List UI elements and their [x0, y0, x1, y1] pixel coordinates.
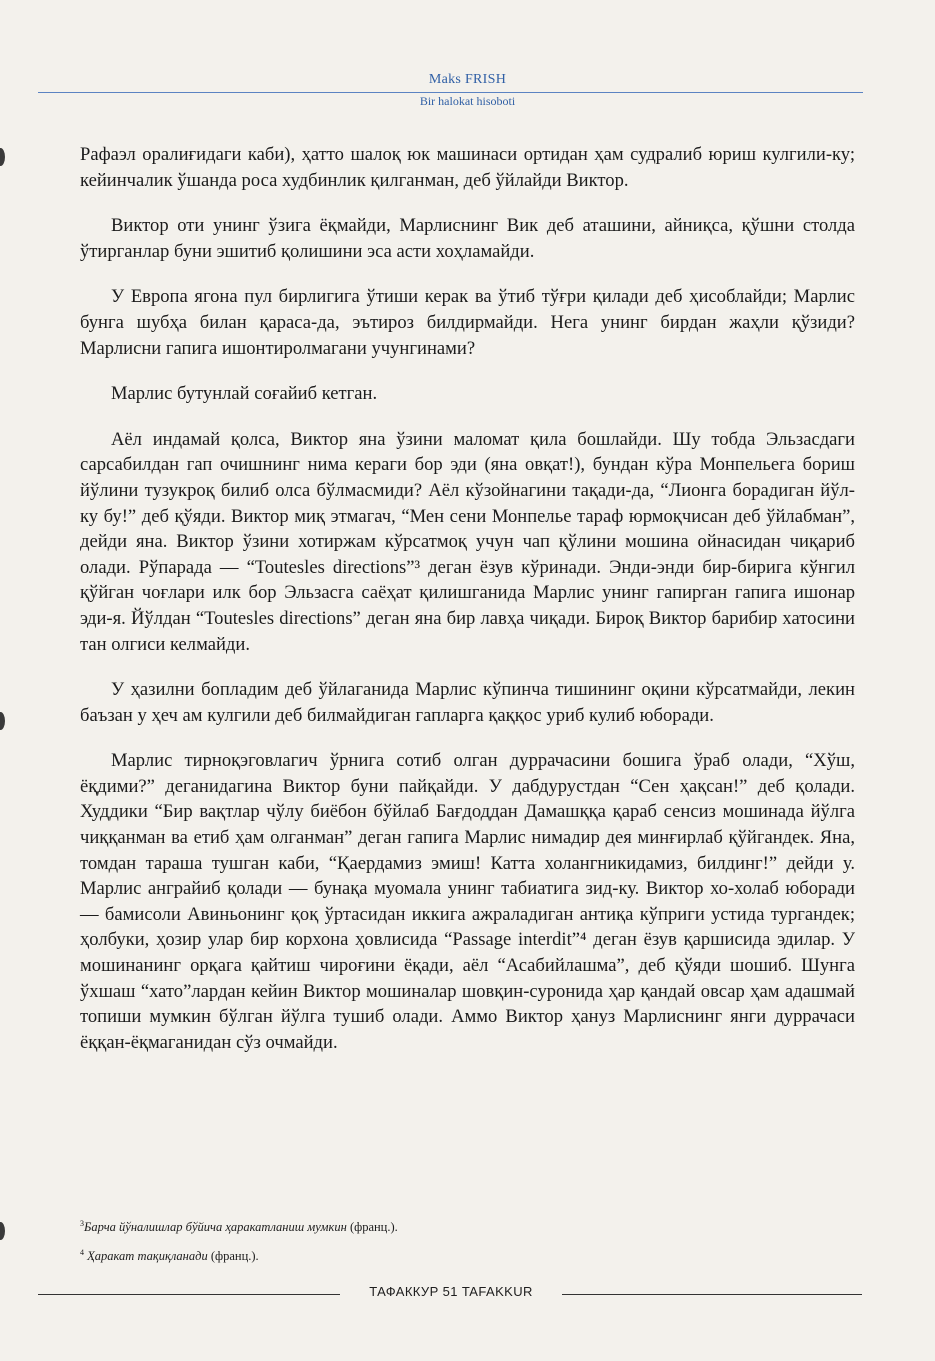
footnote-lang: (франц.).: [349, 1220, 398, 1235]
body-text: [80, 142, 855, 1055]
footnote-text: Ҳаракат тақиқланади: [87, 1249, 208, 1264]
footnote: [80, 1216, 855, 1235]
punch-hole: [0, 148, 5, 166]
punch-hole: [0, 1222, 5, 1240]
header-author: Maks FRISH: [428, 72, 507, 87]
paragraph: Марлис бутунлай соғайиб кетган.: [111, 383, 378, 405]
footnote: [80, 1245, 855, 1264]
paragraph: Аёл индамай қолса, Виктор яна ўзини маломат қила бошлайди. Шу тобда Эльзасдаги сарсабилдан гап очишнинг нима кераги бор эди (яна овқат!), бундан кўра Монпельега бориш йўлини тузукроқ билиб олса бўлмасмиди? Аёл кўзойнагини тақади-да, “Лионга борадиган йўл-ку бу!” деб қўяди. Виктор миқ этмагач, “Мен сени Монпелье тараф юрмоқчисан деб ўйлабман”, дейди яна. Виктор ўзини хотиржам кўрсатмоқ учун чап қўлини мошина ойнасидан чиқариб олади. Рўпарада — “Toutesles directions”³ деган ёзув кўринади. Энди-энди бир-бирига кўнгил қўйган чоғлари илк бор Эльзасга саёҳат қилишганида Марлис унинг гапирган гапига ишонар эди-я. Йўлдан “Toutesles directions” деган яна бир лавҳа чиқади. Бироқ Виктор барибир хатосини тан олгиси келмайди.: [80, 428, 855, 655]
page-footer: [0, 1284, 935, 1304]
paragraph: Марлис тирноқэговлагич ўрнига сотиб олган дуррачасини бошига ўраб олади, “Хўш, ёқдими?” деганидагина Виктор буни пайқайди. У дабдурустдан “Сен ҳақсан!” деб қолади. Худдики “Бир вақтлар чўлу биёбон бўйлаб Бағдоддан Дамашққа қараб сенсиз мошинада йўлга чиққанман ва етиб ҳам олганман” деган гапига Марлис нимадир дея минғирлаб қўйгандек. Яна, томдан тараша тушган каби, “Қаердамиз эмиш! Катта холангникидамиз, билдинг!” дейди у. Марлис анграйиб қолади — бунақа муомала унинг табиатига зид-ку. Виктор хо-холаб юборади — бамисоли Авиньонинг қоқ ўртасидан иккига ажраладиган антиқа кўприги устида тургандек; ҳолбуки, ҳозир улар бир корхона ҳовлисида “Passage interdit”⁴ деган ёзув қаршисида эдилар. У мошинанинг орқага қайтиш чироғини ёқади, аёл “Асабийлашма”, деб қўяди шошиб. Шунга ўхшаш “хато”лардан кейин Виктор мошиналар шовқин-суронида ҳар қандай овсар ҳам адашмай топиши мумкин бўлган йўлга тушиб олади. Аммо Виктор ҳануз Марлиснинг янги дуррачаси ёққан-ёқмаганидан сўз очмайди.: [80, 750, 855, 1053]
paragraph: У Европа ягона пул бирлигига ўтиши керак ва ўтиб тўғри қилади деб ҳисоблайди; Марлис бунга шубҳа билан қараса-да, эътироз билдирмайди. Нега унинг бирдан жаҳли қўзиди? Марлисни гапига ишонтиролмагани учунгинами?: [80, 286, 855, 359]
header-rule: [38, 92, 863, 93]
footnote-lang: (франц.).: [210, 1249, 259, 1264]
footnotes: [80, 1216, 855, 1274]
punch-hole: [0, 712, 5, 730]
footer-label: ТАФАККУР 51 TAFAKKUR: [369, 1284, 533, 1299]
paragraph: Виктор оти унинг ўзига ёқмайди, Марлиснинг Вик деб аташини, айниқса, қўшни столда ўтирганлар буни эшитиб қолишини эса асти хоҳламайди.: [80, 215, 855, 262]
paragraph: Рафаэл оралиғидаги каби), ҳатто шалоқ юк машинаси ортидан ҳам судралиб юриш кулгили-ку; кейинчалик ўшанда роса худбинлик қилганман, деб ўйлайди Виктор.: [80, 144, 855, 191]
running-header: [0, 72, 935, 109]
paragraph: У ҳазилни бопладим деб ўйлаганида Марлис кўпинча тишининг оқини кўрсатмайди, лекин баъзан у ҳеч ам кулгили деб билмайдиган гапларга қаққос уриб кулиб юборади.: [80, 679, 855, 726]
footnote-text: Барча йўналишлар бўйича ҳаракатланиш мумкин: [84, 1220, 347, 1235]
footnote-number: 4: [80, 1248, 84, 1258]
footnote-number: 3: [80, 1219, 84, 1228]
header-book-title: Bir halokat hisoboti: [419, 94, 516, 108]
footer-rule-right: [562, 1294, 862, 1295]
footer-rule-left: [38, 1294, 340, 1295]
